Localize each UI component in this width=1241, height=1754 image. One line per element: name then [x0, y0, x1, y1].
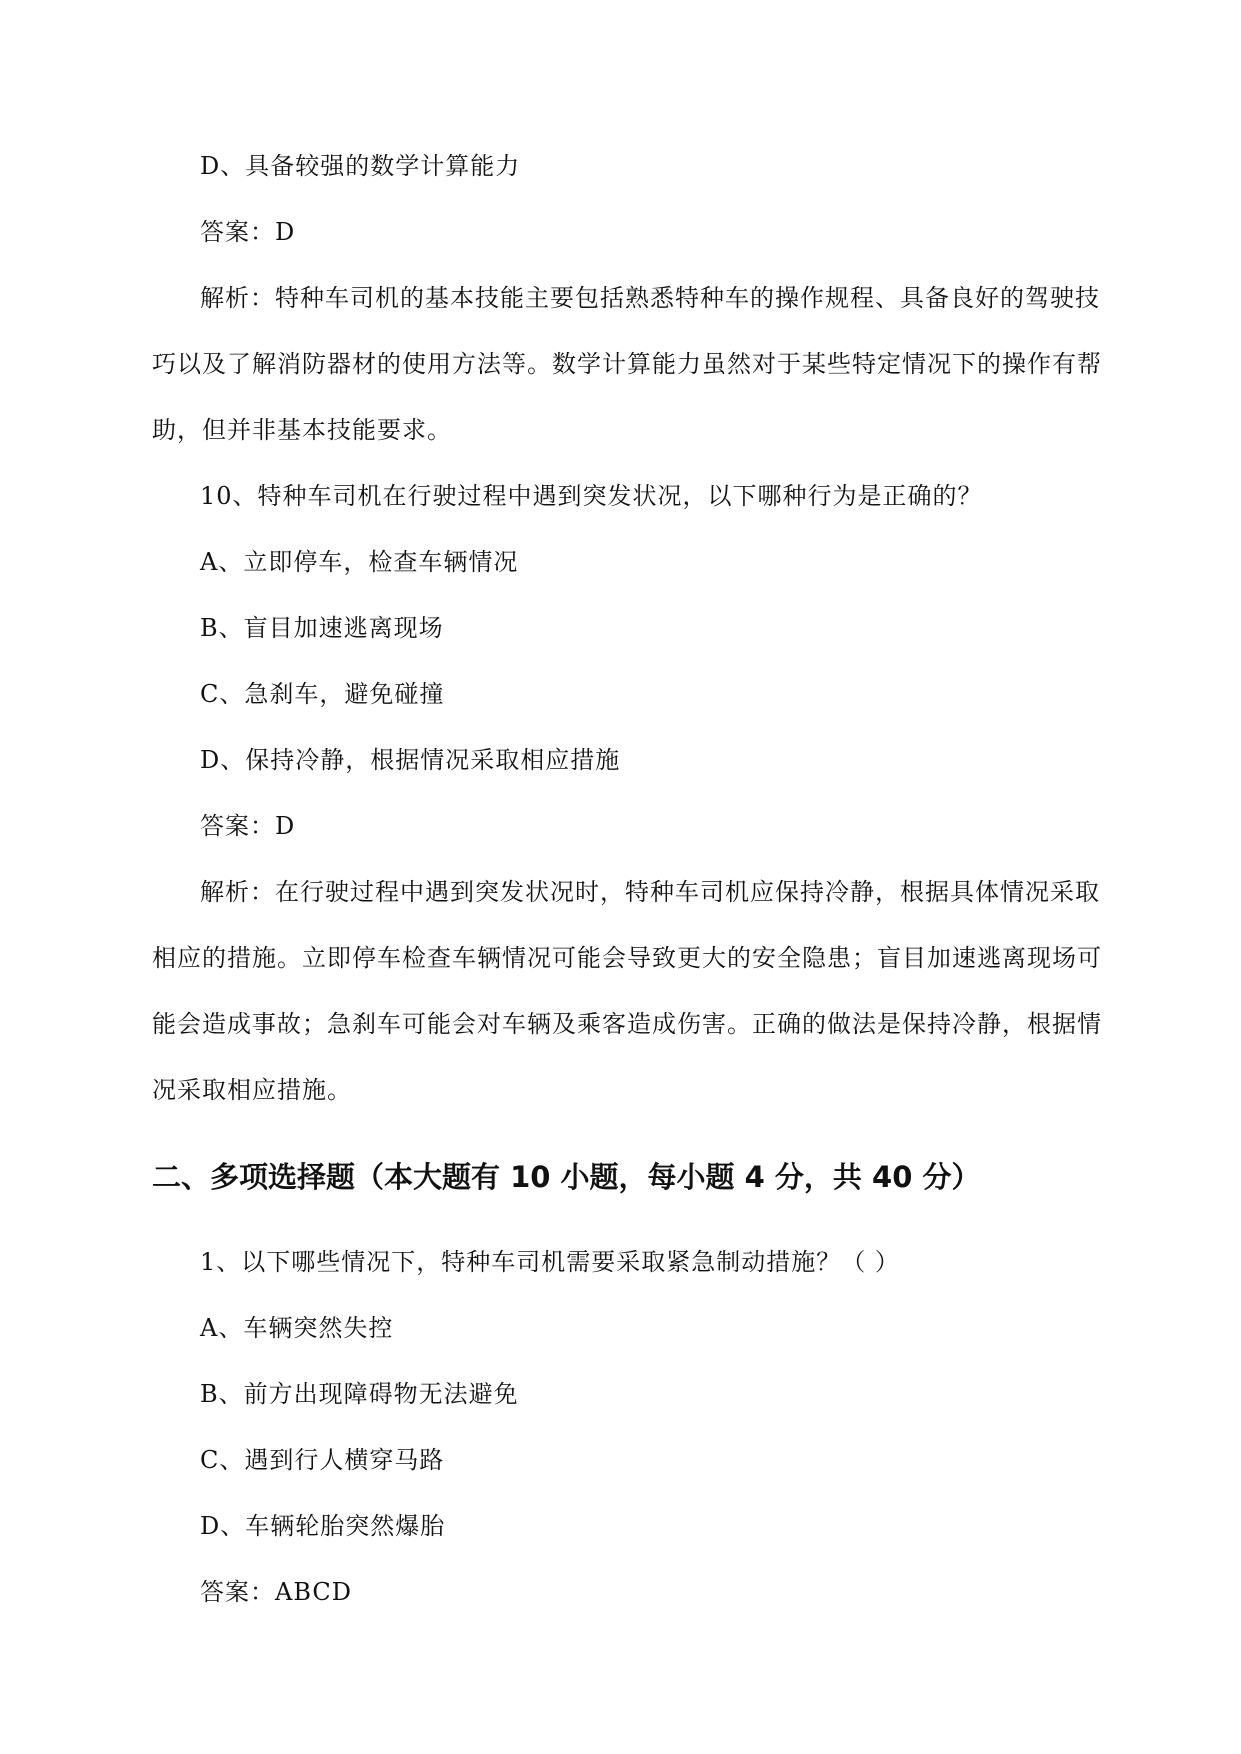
q9-analysis-line-3: 助，但并非基本技能要求。: [152, 416, 452, 444]
q10-analysis-line-2: 相应的措施。立即停车检查车辆情况可能会导致更大的安全隐患；盲目加速逃离现场可: [152, 944, 1102, 972]
q10-option-d: D、保持冷静，根据情况采取相应措施: [200, 746, 621, 774]
q10-option-b: B、盲目加速逃离现场: [200, 614, 444, 642]
mq1-question: 1、以下哪些情况下，特种车司机需要采取紧急制动措施？（ ）: [200, 1248, 900, 1276]
q9-analysis-line-2: 巧以及了解消防器材的使用方法等。数学计算能力虽然对于某些特定情况下的操作有帮: [152, 350, 1102, 378]
q10-analysis-line-3: 能会造成事故；急刹车可能会对车辆及乘客造成伤害。正确的做法是保持冷静，根据情: [152, 1010, 1102, 1038]
q10-option-c: C、急刹车，避免碰撞: [200, 680, 445, 708]
q10-option-a: A、立即停车，检查车辆情况: [200, 548, 519, 576]
q10-analysis-line-4: 况采取相应措施。: [152, 1076, 352, 1104]
mq1-option-a: A、车辆突然失控: [200, 1314, 394, 1342]
q10-answer: 答案：D: [200, 812, 296, 840]
mq1-answer: 答案：ABCD: [200, 1578, 353, 1606]
mq1-option-b: B、前方出现障碍物无法避免: [200, 1380, 519, 1408]
q10-analysis-line-1: 解析：在行驶过程中遇到突发状况时，特种车司机应保持冷静，根据具体情况采取: [200, 878, 1100, 906]
mq1-option-c: C、遇到行人横穿马路: [200, 1446, 445, 1474]
q10-question: 10、特种车司机在行驶过程中遇到突发状况，以下哪种行为是正确的？: [200, 482, 983, 510]
q9-option-d: D、具备较强的数学计算能力: [200, 152, 521, 180]
q9-analysis-line-1: 解析：特种车司机的基本技能主要包括熟悉特种车的操作规程、具备良好的驾驶技: [200, 284, 1100, 312]
mq1-option-d: D、车辆轮胎突然爆胎: [200, 1512, 446, 1540]
q9-answer: 答案：D: [200, 218, 296, 246]
section-heading-multiple-choice: 二、多项选择题（本大题有 10 小题，每小题 4 分，共 40 分）: [152, 1160, 981, 1194]
